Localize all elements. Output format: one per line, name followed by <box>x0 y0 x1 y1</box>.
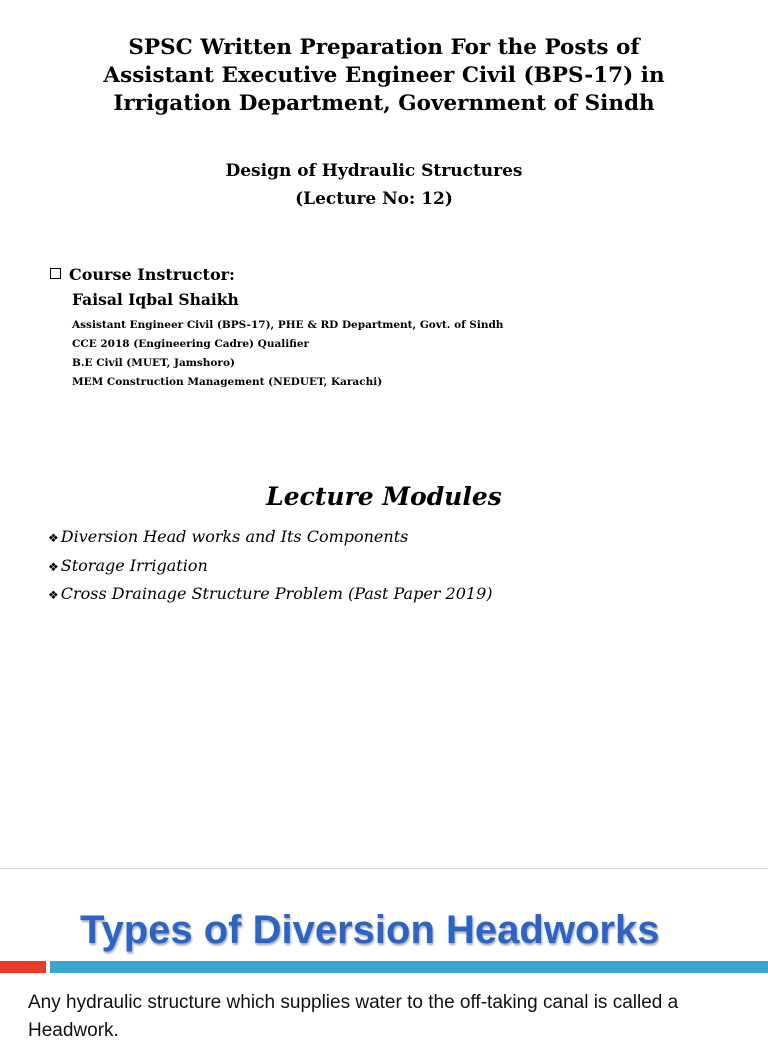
module-item <box>48 583 493 606</box>
module-item <box>48 555 208 578</box>
subtitle-line: (Lecture No: 12) <box>295 189 453 209</box>
credential-line: CCE 2018 (Engineering Cadre) Qualifier <box>72 338 310 350</box>
diamond-bullet-icon: ❖ <box>48 588 59 602</box>
slide2-body-text: Any hydraulic structure which supplies water to the off-taking canal is called a Headwork. <box>28 992 679 1041</box>
subtitle-line: Design of Hydraulic Structures <box>225 161 523 181</box>
title-line: Assistant Executive Engineer Civil (BPS-17) in <box>103 63 665 88</box>
checkbox-bullet-icon <box>50 268 61 279</box>
credential-line: MEM Construction Management (NEDUET, Karachi) <box>72 376 383 388</box>
instructor-heading <box>50 263 235 287</box>
module-label: Storage Irrigation <box>60 556 208 575</box>
slide-divider <box>0 868 768 869</box>
slide-title <box>60 34 708 118</box>
instructor-name: Faisal Iqbal Shaikh <box>72 290 239 309</box>
title-line: SPSC Written Preparation For the Posts of <box>128 35 640 60</box>
module-item <box>48 526 408 549</box>
modules-heading: Lecture Modules <box>266 482 502 511</box>
module-label: Cross Drainage Structure Problem (Past Paper 2019) <box>60 584 493 603</box>
diamond-bullet-icon: ❖ <box>48 531 59 545</box>
lecture-subtitle <box>100 157 648 213</box>
credential-line: Assistant Engineer Civil (BPS-17), PHE & RD Department, Govt. of Sindh <box>72 319 504 331</box>
accent-bar-blue <box>50 961 768 973</box>
module-label: Diversion Head works and Its Components <box>60 527 409 546</box>
diamond-bullet-icon: ❖ <box>48 560 59 574</box>
slide2-title: Types of Diversion Headworks <box>80 908 660 952</box>
credential-line: B.E Civil (MUET, Jamshoro) <box>72 357 235 369</box>
instructor-heading-label: Course Instructor: <box>69 265 235 284</box>
accent-bar-red <box>0 961 46 973</box>
title-line: Irrigation Department, Government of Sindh <box>113 91 655 116</box>
